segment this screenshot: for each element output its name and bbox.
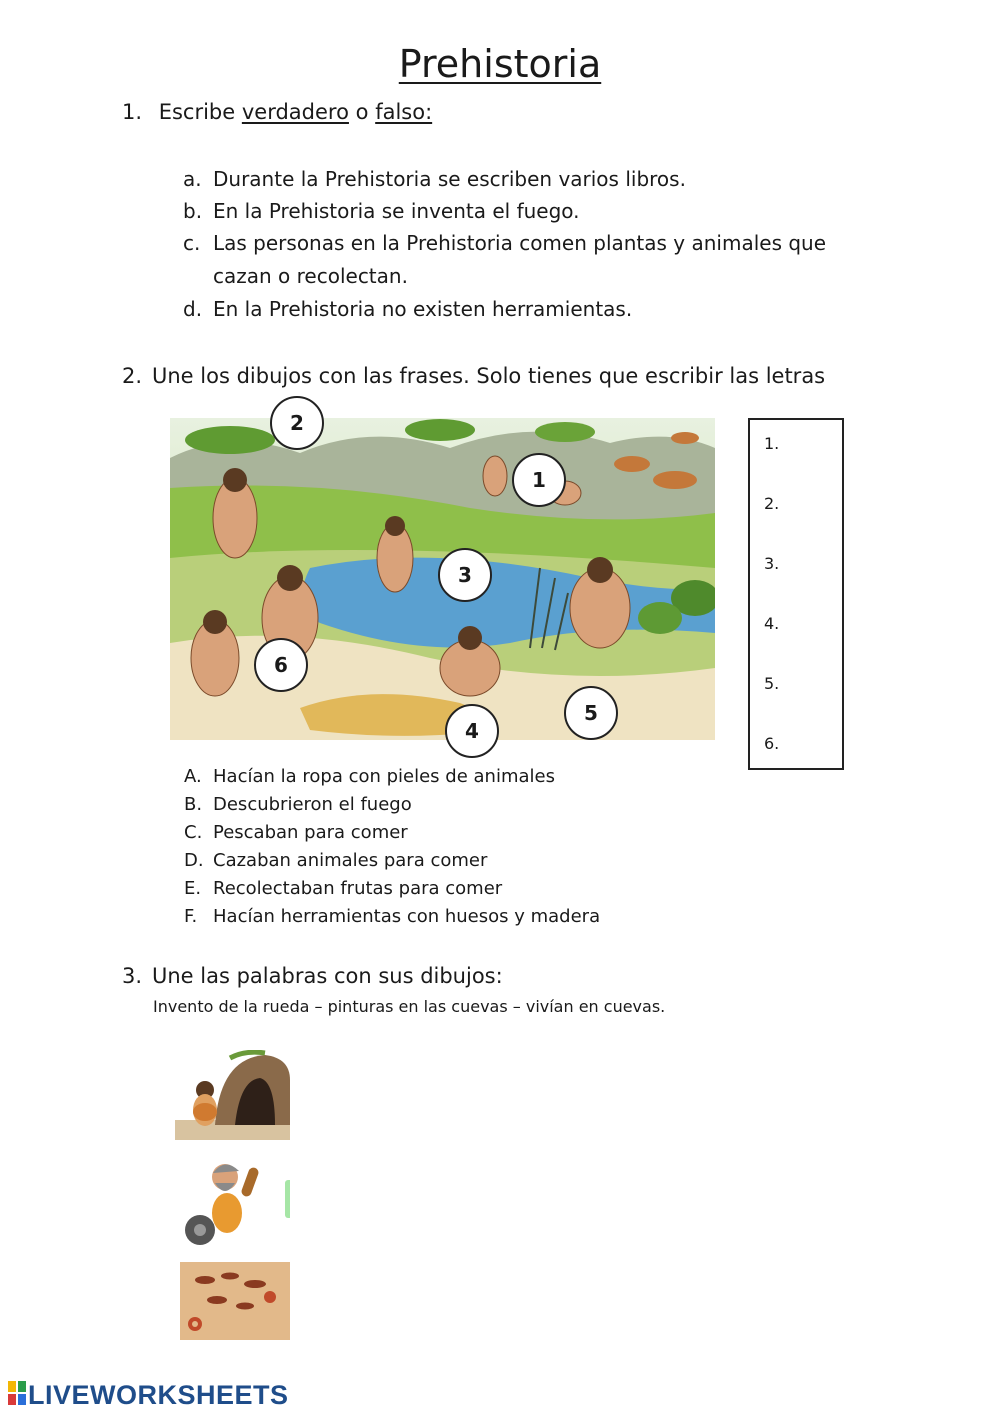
- word-verdadero: verdadero: [241, 100, 349, 124]
- deer-icon: [653, 471, 697, 489]
- badge-2: 2: [270, 396, 324, 450]
- statement-text: Durante la Prehistoria se escriben varios libros.: [213, 167, 686, 191]
- answer-label-3: 3.: [764, 554, 780, 573]
- statement-b[interactable]: [183, 199, 580, 223]
- sentence-b: [184, 794, 412, 815]
- statement-text: En la Prehistoria se inventa el fuego.: [213, 199, 580, 223]
- sentence-text: Pescaban para comer: [213, 822, 408, 843]
- answer-box: [748, 418, 844, 770]
- question-3-subtitle: Invento de la rueda – pinturas en las cuevas – vivían en cuevas.: [153, 997, 666, 1016]
- page-title: Prehistoria: [398, 42, 602, 86]
- statement-text: cazan o recolectan.: [213, 264, 408, 288]
- statement-c-continued: [183, 264, 408, 288]
- prehistoric-scene-image: [170, 411, 715, 743]
- question-2-heading: [122, 364, 825, 388]
- question-2-text: Une los dibujos con las frases. Solo tienes que escribir las letras: [152, 364, 826, 388]
- word-falso: falso:: [375, 100, 433, 124]
- liveworksheets-logo[interactable]: [8, 1380, 289, 1412]
- statement-c[interactable]: [183, 231, 826, 255]
- badge-5: 5: [564, 686, 618, 740]
- answer-label-6: 6.: [764, 734, 780, 753]
- answer-label-5: 5.: [764, 674, 780, 693]
- question-1-heading: [122, 100, 432, 124]
- cave-paintings-image[interactable]: [175, 1262, 290, 1340]
- question-3-heading: [122, 964, 503, 988]
- statement-letter: a.: [183, 167, 202, 191]
- statement-letter: d.: [183, 297, 203, 321]
- sentence-text: Cazaban animales para comer: [213, 850, 488, 871]
- question-1-prefix: Escribe: [158, 100, 236, 124]
- sentence-text: Recolectaban frutas para comer: [213, 878, 503, 899]
- sentence-letter: F.: [184, 906, 198, 927]
- wheel-invention-image[interactable]: [175, 1155, 290, 1250]
- sentence-c: [184, 822, 408, 843]
- deer-icon: [614, 456, 650, 472]
- tree-icon: [405, 419, 475, 441]
- answer-label-1: 1.: [764, 434, 780, 453]
- sentence-a: [184, 766, 555, 787]
- statement-letter: c.: [183, 231, 201, 255]
- answer-label-4: 4.: [764, 614, 780, 633]
- deer-icon: [671, 432, 699, 444]
- question-3-number: 3.: [122, 964, 143, 988]
- question-3-text: Une las palabras con sus dibujos:: [152, 964, 503, 988]
- logo-text: LIVEWORKSHEETS: [28, 1380, 289, 1410]
- sentence-e: [184, 878, 502, 899]
- statement-text: En la Prehistoria no existen herramientas.: [213, 297, 633, 321]
- cave-dwelling-image[interactable]: [175, 1050, 290, 1140]
- statement-a[interactable]: [183, 167, 686, 191]
- badge-6: 6: [254, 638, 308, 692]
- tree-icon: [185, 426, 275, 454]
- badge-1: 1: [512, 453, 566, 507]
- answer-label-2: 2.: [764, 494, 780, 513]
- sentence-text: Descubrieron el fuego: [213, 794, 412, 815]
- sentence-letter: B.: [184, 794, 203, 815]
- sentence-f: [184, 906, 600, 927]
- sentence-letter: A.: [184, 766, 202, 787]
- word-connector: o: [355, 100, 369, 124]
- badge-4: 4: [445, 704, 499, 758]
- question-1-number: 1.: [122, 100, 143, 124]
- badge-3: 3: [438, 548, 492, 602]
- statement-letter: b.: [183, 199, 203, 223]
- statement-text: Las personas en la Prehistoria comen plantas y animales que: [213, 231, 827, 255]
- sentence-letter: D.: [184, 850, 204, 871]
- sentence-d: [184, 850, 487, 871]
- liveworksheets-logo-icon: [8, 1381, 26, 1412]
- sentence-text: Hacían la ropa con pieles de animales: [213, 766, 555, 787]
- tree-icon: [535, 422, 595, 442]
- sentence-letter: C.: [184, 822, 203, 843]
- sentence-text: Hacían herramientas con huesos y madera: [213, 906, 601, 927]
- statement-d[interactable]: [183, 297, 632, 321]
- question-2-number: 2.: [122, 364, 143, 388]
- sentence-letter: E.: [184, 878, 202, 899]
- person-figure: [483, 456, 507, 496]
